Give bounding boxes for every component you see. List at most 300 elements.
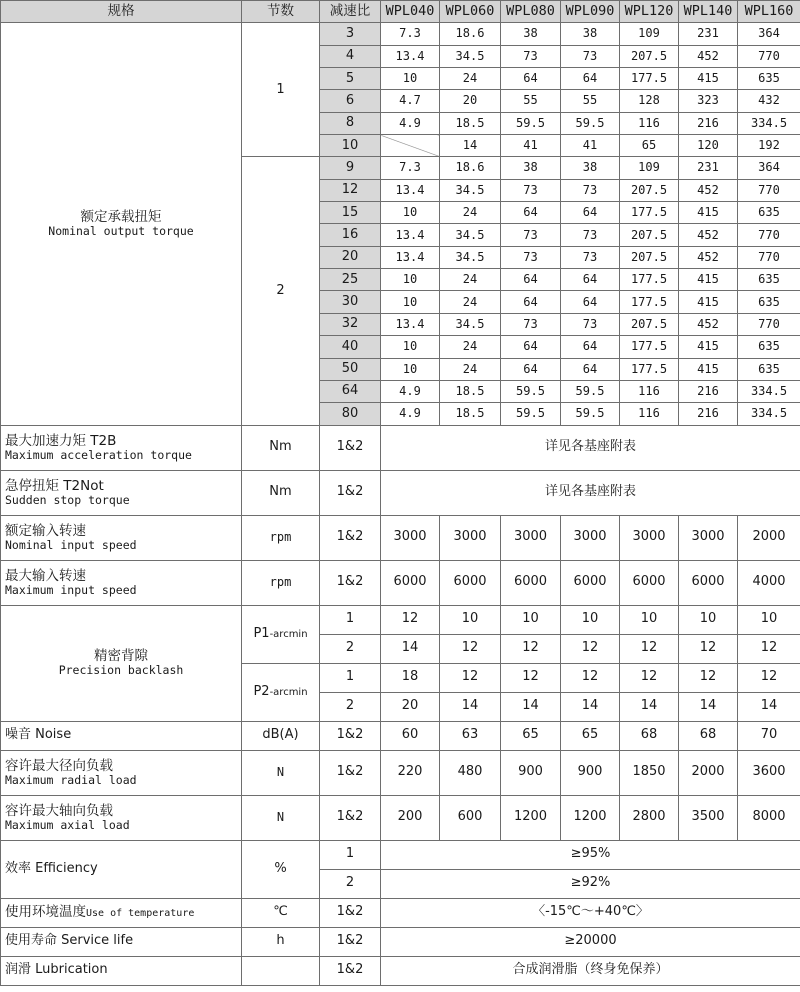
value-cell: 3000 — [679, 515, 738, 560]
stage-cell: 1 — [320, 663, 381, 692]
value-cell: 73 — [501, 179, 561, 201]
value-cell: 2800 — [620, 795, 679, 840]
value-cell: 10 — [440, 605, 501, 634]
value-cell: 24 — [440, 269, 501, 291]
value-cell: 6000 — [501, 560, 561, 605]
value-cell: 231 — [679, 157, 738, 179]
value-cell: 635 — [738, 68, 800, 90]
value-cell: 59.5 — [561, 380, 620, 402]
nominal-speed-row — [1, 515, 800, 560]
value-cell: 207.5 — [620, 179, 679, 201]
value-cell: 14 — [679, 692, 738, 721]
accel-row — [1, 425, 800, 470]
row-label — [1, 750, 242, 795]
value-cell: 452 — [679, 45, 738, 67]
stage-cell: 1&2 — [320, 927, 381, 956]
merged-value: ≥20000 — [381, 927, 800, 956]
value-cell: 73 — [561, 224, 620, 246]
label-zh: 最大加速力矩 T2B — [5, 432, 117, 449]
label-en: Maximum acceleration torque — [5, 447, 192, 462]
value-cell: 10 — [561, 605, 620, 634]
value-cell: 177.5 — [620, 202, 679, 224]
value-cell: 6000 — [561, 560, 620, 605]
row-label — [1, 425, 242, 470]
value-cell: 364 — [738, 23, 800, 45]
ratio-cell: 4 — [320, 45, 381, 67]
ratio-cell: 8 — [320, 112, 381, 134]
value-cell: 4000 — [738, 560, 800, 605]
value-cell: 55 — [501, 90, 561, 112]
value-cell: 207.5 — [620, 45, 679, 67]
value-cell: 65 — [501, 721, 561, 750]
value-cell: 220 — [381, 750, 440, 795]
value-cell: 24 — [440, 291, 501, 313]
value-cell: 4.9 — [381, 112, 440, 134]
value-cell: 34.5 — [440, 246, 501, 268]
value-cell: 14 — [381, 634, 440, 663]
value-cell: 38 — [501, 157, 561, 179]
value-cell: 14 — [620, 692, 679, 721]
value-cell: 452 — [679, 246, 738, 268]
row-label — [1, 560, 242, 605]
life-row — [1, 927, 800, 956]
value-cell: 59.5 — [561, 112, 620, 134]
value-cell: 452 — [679, 313, 738, 335]
value-cell: 231 — [679, 23, 738, 45]
header-stage: 节数 — [242, 1, 320, 23]
value-cell: 7.3 — [381, 23, 440, 45]
grade-label: P2 — [253, 683, 270, 699]
header-ratio: 减速比 — [320, 1, 381, 23]
value-cell: 20 — [381, 692, 440, 721]
value-cell: 3000 — [501, 515, 561, 560]
header-model: WPL160 — [738, 1, 800, 23]
grade-label: P1 — [253, 625, 270, 641]
value-cell: 18.5 — [440, 403, 501, 425]
value-cell: 59.5 — [501, 403, 561, 425]
value-cell: 73 — [501, 224, 561, 246]
backlash-row — [1, 605, 800, 634]
value-cell: 10 — [738, 605, 800, 634]
value-cell: 64 — [561, 358, 620, 380]
unit-cell: Nm — [242, 425, 320, 470]
value-cell: 64 — [501, 336, 561, 358]
value-cell: 177.5 — [620, 68, 679, 90]
value-cell: 64 — [561, 269, 620, 291]
value-cell: 323 — [679, 90, 738, 112]
value-cell: 64 — [561, 202, 620, 224]
value-cell: 18.5 — [440, 112, 501, 134]
value-cell: 116 — [620, 380, 679, 402]
value-cell: 13.4 — [381, 313, 440, 335]
backlash-grade — [242, 663, 320, 721]
value-cell: 415 — [679, 358, 738, 380]
stage-cell: 1&2 — [320, 721, 381, 750]
value-cell: 13.4 — [381, 246, 440, 268]
value-cell: 18.5 — [440, 380, 501, 402]
efficiency-row — [1, 840, 800, 869]
value-cell: 8000 — [738, 795, 800, 840]
value-cell: 14 — [440, 692, 501, 721]
value-cell: 64 — [561, 336, 620, 358]
stage-cell: 1&2 — [320, 470, 381, 515]
merged-value: 详见各基座附表 — [381, 425, 800, 470]
ratio-cell: 50 — [320, 358, 381, 380]
header-model: WPL140 — [679, 1, 738, 23]
value-cell: 6000 — [679, 560, 738, 605]
temperature-row — [1, 898, 800, 927]
value-cell: 10 — [381, 68, 440, 90]
value-cell: 480 — [440, 750, 501, 795]
unit-cell: N — [242, 750, 320, 795]
unit-cell: Nm — [242, 470, 320, 515]
value-cell: 34.5 — [440, 45, 501, 67]
value-cell: 59.5 — [501, 112, 561, 134]
value-cell: 12 — [620, 634, 679, 663]
value-cell: 12 — [381, 605, 440, 634]
label-zh: 容许最大径向负载 — [5, 757, 113, 774]
value-cell: 73 — [501, 313, 561, 335]
value-cell: 334.5 — [738, 380, 800, 402]
value-cell: 60 — [381, 721, 440, 750]
merged-value: 合成润滑脂（终身免保养） — [381, 956, 800, 985]
value-cell: 415 — [679, 336, 738, 358]
estop-row — [1, 470, 800, 515]
value-cell: 452 — [679, 179, 738, 201]
header-model: WPL120 — [620, 1, 679, 23]
merged-value: 详见各基座附表 — [381, 470, 800, 515]
value-cell: 73 — [561, 246, 620, 268]
ratio-cell: 64 — [320, 380, 381, 402]
max-speed-row — [1, 560, 800, 605]
label-zh: 精密背隙 — [94, 648, 148, 665]
value-cell: 635 — [738, 269, 800, 291]
value-cell: 177.5 — [620, 336, 679, 358]
value-cell: 216 — [679, 403, 738, 425]
stage-cell: 1&2 — [320, 956, 381, 985]
unit-cell: % — [242, 840, 320, 898]
value-cell: 64 — [501, 68, 561, 90]
torque-label — [1, 23, 242, 425]
value-cell: 68 — [679, 721, 738, 750]
value-cell: 6000 — [620, 560, 679, 605]
label-zh: 额定输入转速 — [5, 522, 86, 539]
stage-cell: 1 — [242, 23, 320, 157]
value-cell: 432 — [738, 90, 800, 112]
value-cell: 12 — [738, 634, 800, 663]
value-cell: 12 — [679, 663, 738, 692]
label-en: Sudden stop torque — [5, 492, 130, 507]
label-zh: 最大输入转速 — [5, 567, 86, 584]
merged-value: 〈-15℃～+40℃〉 — [381, 898, 800, 927]
value-cell: 128 — [620, 90, 679, 112]
value-cell: 1200 — [501, 795, 561, 840]
ratio-cell: 40 — [320, 336, 381, 358]
value-cell: 14 — [561, 692, 620, 721]
value-cell: 20 — [440, 90, 501, 112]
row-label: 使用寿命 Service life — [1, 927, 242, 956]
value-cell: 770 — [738, 179, 800, 201]
value-cell: 18.6 — [440, 157, 501, 179]
value-cell: 207.5 — [620, 246, 679, 268]
value-cell: 900 — [501, 750, 561, 795]
value-cell: 635 — [738, 358, 800, 380]
unit-cell: rpm — [242, 560, 320, 605]
value-cell: 177.5 — [620, 291, 679, 313]
value-cell: 34.5 — [440, 224, 501, 246]
row-label — [1, 795, 242, 840]
value-cell: 116 — [620, 112, 679, 134]
value-cell: 364 — [738, 157, 800, 179]
value-cell: 18 — [381, 663, 440, 692]
value-cell: 73 — [561, 45, 620, 67]
unit-cell: dB(A) — [242, 721, 320, 750]
value-cell: 216 — [679, 112, 738, 134]
value-cell: 68 — [620, 721, 679, 750]
label-en: Maximum axial load — [5, 817, 130, 832]
value-cell: 177.5 — [620, 358, 679, 380]
value-cell: 41 — [501, 135, 561, 157]
ratio-cell: 80 — [320, 403, 381, 425]
row-label — [1, 470, 242, 515]
header-spec: 规格 — [1, 1, 242, 23]
value-cell: 73 — [501, 45, 561, 67]
value-cell: 10 — [381, 358, 440, 380]
value-cell: 12 — [501, 663, 561, 692]
value-cell: 14 — [440, 135, 501, 157]
stage-cell: 1&2 — [320, 898, 381, 927]
value-cell: 770 — [738, 45, 800, 67]
value-cell: 3000 — [381, 515, 440, 560]
value-cell: 73 — [561, 179, 620, 201]
value-cell: 415 — [679, 202, 738, 224]
value-cell: 13.4 — [381, 179, 440, 201]
value-cell: 4.7 — [381, 90, 440, 112]
label-en: Nominal input speed — [5, 537, 137, 552]
unit-cell: N — [242, 795, 320, 840]
value-cell: 34.5 — [440, 313, 501, 335]
value-cell: 6000 — [381, 560, 440, 605]
torque-row — [1, 23, 800, 45]
value-cell: 2000 — [738, 515, 800, 560]
value-cell: 10 — [381, 202, 440, 224]
header-row — [1, 1, 800, 23]
stage-cell: 1&2 — [320, 515, 381, 560]
value-cell: 12 — [561, 634, 620, 663]
value-cell: 10 — [381, 291, 440, 313]
value-cell: 2000 — [679, 750, 738, 795]
stage-cell: 1&2 — [320, 560, 381, 605]
value-cell: 334.5 — [738, 403, 800, 425]
row-label: 效率 Efficiency — [1, 840, 242, 898]
stage-cell: 2 — [242, 157, 320, 425]
stage-cell: 1&2 — [320, 795, 381, 840]
value-cell: 4.9 — [381, 403, 440, 425]
ratio-cell: 32 — [320, 313, 381, 335]
value-cell: 64 — [501, 291, 561, 313]
value-cell: 334.5 — [738, 112, 800, 134]
value-cell: 635 — [738, 336, 800, 358]
header-model: WPL040 — [381, 1, 440, 23]
value-cell: 3000 — [620, 515, 679, 560]
value-cell: 38 — [561, 23, 620, 45]
spec-table-body — [1, 1, 800, 986]
value-cell: 38 — [561, 157, 620, 179]
stage-cell: 1&2 — [320, 750, 381, 795]
label-zh: 急停扭矩 T2Not — [5, 477, 104, 494]
stage-cell: 1&2 — [320, 425, 381, 470]
ratio-cell: 10 — [320, 135, 381, 157]
value-cell: 73 — [561, 313, 620, 335]
value-cell: 415 — [679, 291, 738, 313]
value-cell: 116 — [620, 403, 679, 425]
axial-load-row — [1, 795, 800, 840]
label-en: Use of temperature — [86, 907, 195, 919]
ratio-cell: 30 — [320, 291, 381, 313]
value-cell: 63 — [440, 721, 501, 750]
row-label — [1, 898, 242, 927]
lube-row — [1, 956, 800, 985]
value-cell: 64 — [501, 269, 561, 291]
value-cell: 3500 — [679, 795, 738, 840]
value-cell: 24 — [440, 68, 501, 90]
value-cell: 207.5 — [620, 224, 679, 246]
value-cell: 900 — [561, 750, 620, 795]
value-cell: 635 — [738, 291, 800, 313]
value-cell: 12 — [440, 634, 501, 663]
value-cell: 415 — [679, 68, 738, 90]
header-model: WPL080 — [501, 1, 561, 23]
value-cell: 73 — [501, 246, 561, 268]
value-cell: 10 — [679, 605, 738, 634]
value-cell: 216 — [679, 380, 738, 402]
ratio-cell: 9 — [320, 157, 381, 179]
label-zh: 使用环境温度 — [5, 903, 86, 920]
stage-cell: 1 — [320, 840, 381, 869]
value-cell: 41 — [561, 135, 620, 157]
value-cell: 70 — [738, 721, 800, 750]
noise-row — [1, 721, 800, 750]
header-model: WPL090 — [561, 1, 620, 23]
value-cell: 59.5 — [561, 403, 620, 425]
value-cell: 177.5 — [620, 269, 679, 291]
value-cell: 4.9 — [381, 380, 440, 402]
grade-unit: -arcmin — [269, 686, 308, 698]
ratio-cell: 5 — [320, 68, 381, 90]
label-en: Precision backlash — [58, 663, 184, 678]
value-cell: 3000 — [440, 515, 501, 560]
row-label: 润滑 Lubrication — [1, 956, 242, 985]
value-cell: 452 — [679, 224, 738, 246]
value-cell: 14 — [501, 692, 561, 721]
value-cell: 59.5 — [501, 380, 561, 402]
value-cell: 24 — [440, 336, 501, 358]
unit-cell — [242, 956, 320, 985]
value-cell: 18.6 — [440, 23, 501, 45]
ratio-cell: 25 — [320, 269, 381, 291]
row-label: 噪音 Noise — [1, 721, 242, 750]
ratio-cell: 15 — [320, 202, 381, 224]
value-cell: 24 — [440, 202, 501, 224]
value-cell: 14 — [738, 692, 800, 721]
ratio-cell: 20 — [320, 246, 381, 268]
value-cell: 109 — [620, 157, 679, 179]
label-zh: 容许最大轴向负载 — [5, 802, 113, 819]
value-cell: 770 — [738, 224, 800, 246]
value-cell: 12 — [620, 663, 679, 692]
value-cell: 10 — [501, 605, 561, 634]
merged-value: ≥92% — [381, 869, 800, 898]
value-cell: 770 — [738, 313, 800, 335]
value-cell: 6000 — [440, 560, 501, 605]
value-cell: 12 — [561, 663, 620, 692]
value-cell: 64 — [501, 202, 561, 224]
value-cell: 1200 — [561, 795, 620, 840]
value-cell: 200 — [381, 795, 440, 840]
unit-cell: h — [242, 927, 320, 956]
stage-cell: 2 — [320, 869, 381, 898]
value-cell: 600 — [440, 795, 501, 840]
ratio-cell: 12 — [320, 179, 381, 201]
value-cell: 65 — [620, 135, 679, 157]
value-cell: 64 — [561, 68, 620, 90]
value-cell: 207.5 — [620, 313, 679, 335]
value-cell: 64 — [561, 291, 620, 313]
ratio-cell: 3 — [320, 23, 381, 45]
stage-cell: 2 — [320, 692, 381, 721]
label-zh: 额定承载扭矩 — [80, 209, 162, 226]
value-cell: 415 — [679, 269, 738, 291]
value-cell: 10 — [381, 269, 440, 291]
value-cell: 12 — [501, 634, 561, 663]
value-cell: 13.4 — [381, 224, 440, 246]
label-en: Maximum input speed — [5, 582, 137, 597]
radial-load-row — [1, 750, 800, 795]
backlash-label — [1, 605, 242, 721]
ratio-cell: 6 — [320, 90, 381, 112]
merged-value: ≥95% — [381, 840, 800, 869]
value-cell: 13.4 — [381, 45, 440, 67]
value-cell: 64 — [501, 358, 561, 380]
value-cell: 7.3 — [381, 157, 440, 179]
value-cell: 10 — [381, 336, 440, 358]
grade-unit: -arcmin — [269, 628, 308, 640]
value-cell: 10 — [620, 605, 679, 634]
value-cell: 3600 — [738, 750, 800, 795]
ratio-cell: 16 — [320, 224, 381, 246]
stage-cell: 1 — [320, 605, 381, 634]
value-cell: 12 — [440, 663, 501, 692]
value-cell: 34.5 — [440, 179, 501, 201]
value-cell: 65 — [561, 721, 620, 750]
label-en: Nominal output torque — [48, 224, 194, 239]
value-cell: 24 — [440, 358, 501, 380]
value-cell: 3000 — [561, 515, 620, 560]
value-cell: 120 — [679, 135, 738, 157]
value-cell: 38 — [501, 23, 561, 45]
value-cell: 635 — [738, 202, 800, 224]
label-en: Maximum radial load — [5, 772, 137, 787]
stage-cell: 2 — [320, 634, 381, 663]
value-cell: 1850 — [620, 750, 679, 795]
row-label — [1, 515, 242, 560]
value-cell: 12 — [738, 663, 800, 692]
value-cell: 12 — [679, 634, 738, 663]
value-cell: 109 — [620, 23, 679, 45]
value-cell: 55 — [561, 90, 620, 112]
unit-cell: ℃ — [242, 898, 320, 927]
backlash-grade — [242, 605, 320, 663]
